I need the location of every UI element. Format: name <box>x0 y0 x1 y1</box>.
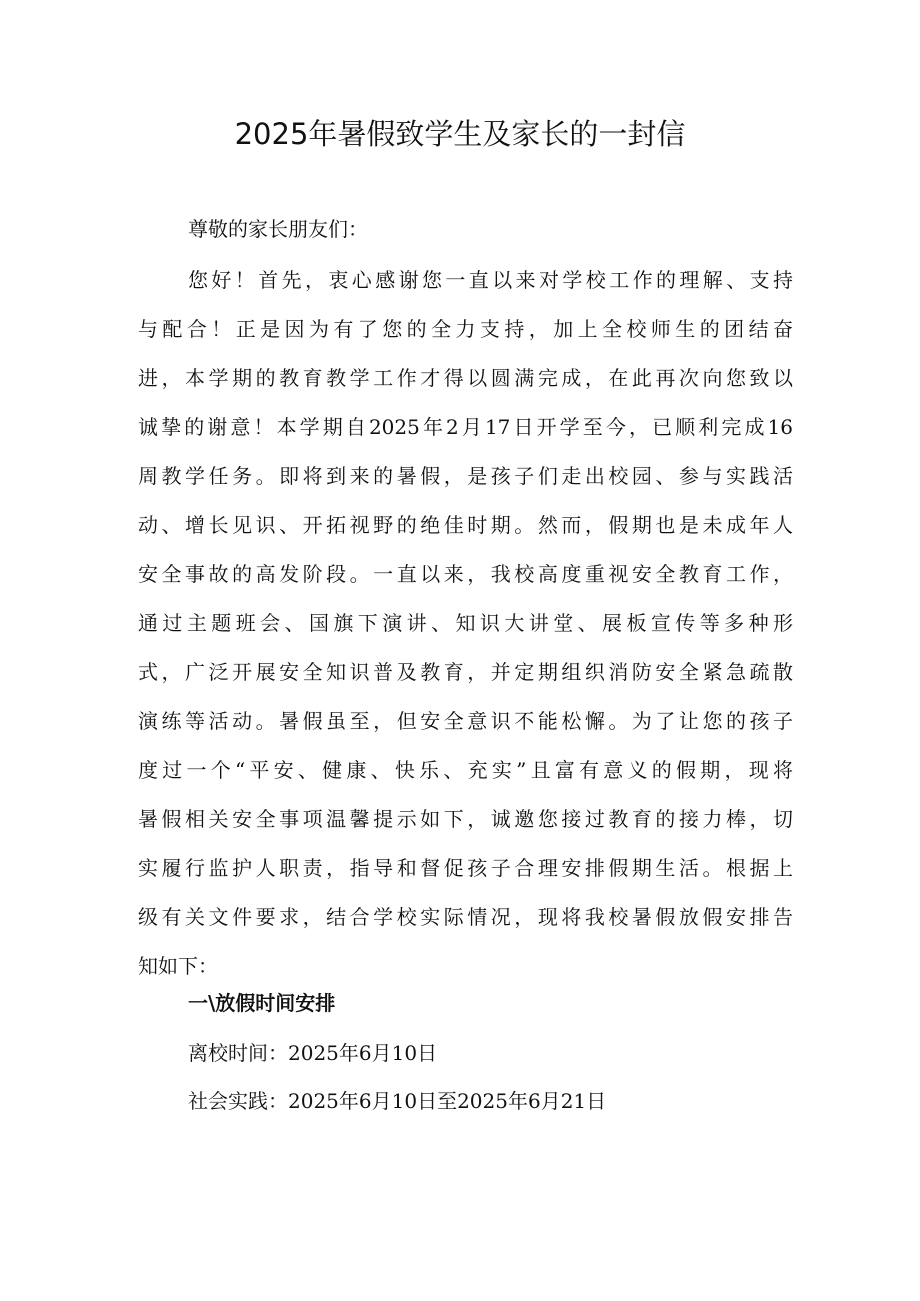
body-line: 暑假相关安全事项温馨提示如下，诚邀您接过教育的接力棒，切 <box>138 807 793 831</box>
letter-body <box>138 260 793 995</box>
section-heading: 一\放假时间安排 <box>188 991 336 1015</box>
leave-school-time: 离校时间：2025年6月10日 <box>188 1041 438 1065</box>
body-line: 诚挚的谢意！本学期自2025年2月17日开学至今，已顺利完成16 <box>138 415 793 439</box>
body-line: 进，本学期的教育教学工作才得以圆满完成，在此再次向您致以 <box>138 366 793 390</box>
body-line: 演练等活动。暑假虽至，但安全意识不能松懈。为了让您的孩子 <box>138 709 793 733</box>
body-line: 实履行监护人职责，指导和督促孩子合理安排假期生活。根据上 <box>138 856 793 880</box>
body-line: 与配合！正是因为有了您的全力支持，加上全校师生的团结奋 <box>138 317 793 341</box>
body-line: 级有关文件要求，结合学校实际情况，现将我校暑假放假安排告 <box>138 905 793 929</box>
body-line: 动、增长见识、开拓视野的绝佳时期。然而，假期也是未成年人 <box>138 513 793 537</box>
body-line: 知如下： <box>138 954 218 978</box>
body-line: 您好！首先，衷心感谢您一直以来对学校工作的理解、支持 <box>188 268 793 292</box>
salutation: 尊敬的家长朋友们： <box>188 217 368 241</box>
body-line: 度过一个“平安、健康、快乐、充实”且富有意义的假期，现将 <box>138 758 793 782</box>
document-title: 2025年暑假致学生及家长的一封信 <box>234 117 686 151</box>
social-practice-time: 社会实践：2025年6月10日至2025年6月21日 <box>188 1089 607 1113</box>
body-line: 周教学任务。即将到来的暑假，是孩子们走出校园、参与实践活 <box>138 464 793 488</box>
body-line: 安全事故的高发阶段。一直以来，我校高度重视安全教育工作， <box>138 562 793 586</box>
body-line: 式，广泛开展安全知识普及教育，并定期组织消防安全紧急疏散 <box>138 660 793 684</box>
body-line: 通过主题班会、国旗下演讲、知识大讲堂、展板宣传等多种形 <box>138 611 793 635</box>
